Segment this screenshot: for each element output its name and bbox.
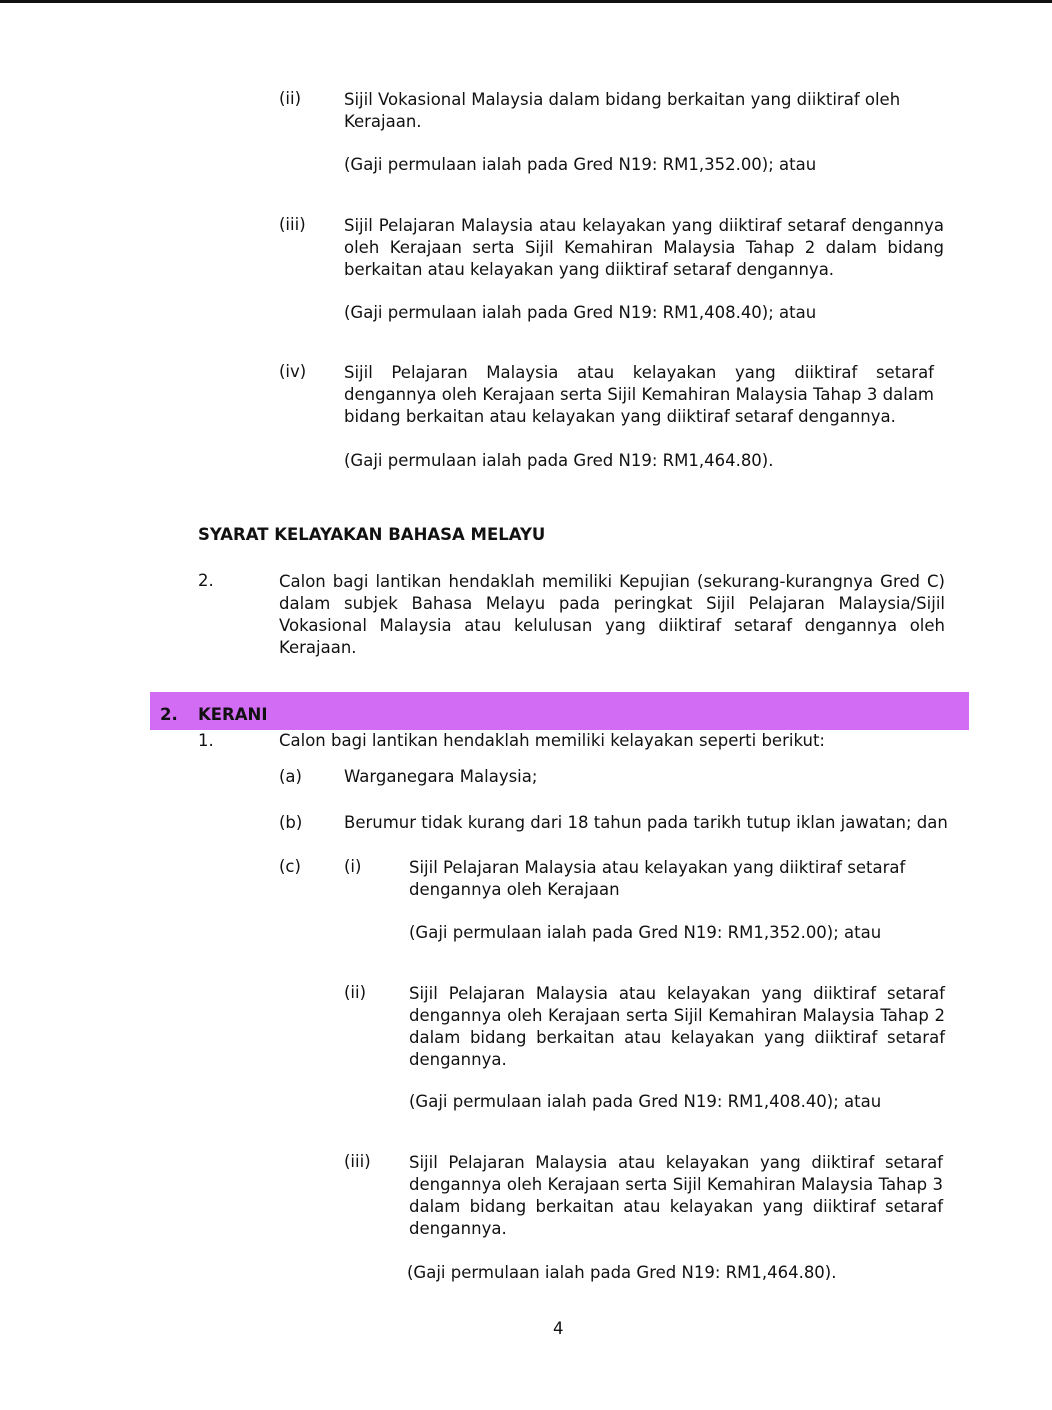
item-letter: (a)	[279, 767, 302, 786]
item-text: Sijil Pelajaran Malaysia atau kelayakan yang diiktiraf setaraf dengannya oleh Kerajaan serta Sijil Kemahiran Malaysia Tahap 2 dalam bidang berkaitan atau kelayakan yang diiktiraf setaraf dengannya.	[344, 216, 944, 279]
page-number: 4	[553, 1319, 564, 1338]
salary-note: (Gaji permulaan ialah pada Gred N19: RM1,352.00); atau	[409, 923, 882, 942]
section-heading: SYARAT KELAYAKAN BAHASA MELAYU	[198, 525, 546, 544]
salary-note: (Gaji permulaan ialah pada Gred N19: RM1,352.00); atau	[344, 155, 817, 174]
subitem-text: Sijil Pelajaran Malaysia atau kelayakan yang diiktiraf setaraf dengannya oleh Kerajaan serta Sijil Kemahiran Malaysia Tahap 3 dalam bidang berkaitan atau kelayakan yang diiktiraf setaraf dengannya.	[409, 1153, 943, 1238]
subitem-number: (i)	[344, 857, 362, 876]
subitem-text: Sijil Pelajaran Malaysia atau kelayakan yang diiktiraf setaraf dengannya oleh Kerajaan serta Sijil Kemahiran Malaysia Tahap 2 dalam bidang berkaitan atau kelayakan yang diiktiraf setaraf dengannya.	[409, 984, 945, 1069]
salary-note: (Gaji permulaan ialah pada Gred N19: RM1,408.40); atau	[344, 303, 817, 322]
item-number: (iii)	[279, 215, 306, 234]
band-title: KERANI	[198, 705, 268, 724]
salary-note: (Gaji permulaan ialah pada Gred N19: RM1,408.40); atau	[409, 1092, 882, 1111]
salary-note: (Gaji permulaan ialah pada Gred N19: RM1,464.80).	[344, 451, 774, 470]
item-text: Warganegara Malaysia;	[344, 767, 538, 786]
item-number: (iv)	[279, 362, 307, 381]
item-letter: (c)	[279, 857, 301, 876]
item-text: Sijil Vokasional Malaysia dalam bidang berkaitan yang diiktiraf oleh Kerajaan.	[344, 90, 901, 131]
subitem-text: Sijil Pelajaran Malaysia atau kelayakan yang diiktiraf setaraf dengannya oleh Kerajaan	[409, 858, 906, 899]
subitem-number: (iii)	[344, 1152, 371, 1171]
paragraph-number: 2.	[198, 571, 214, 590]
item-text: Berumur tidak kurang dari 18 tahun pada tarikh tutup iklan jawatan; dan	[344, 813, 948, 832]
item-text: Sijil Pelajaran Malaysia atau kelayakan yang diiktiraf setaraf dengannya oleh Kerajaan serta Sijil Kemahiran Malaysia Tahap 3 dalam bidang berkaitan atau kelayakan yang diiktiraf setaraf dengannya.	[344, 363, 934, 426]
item-letter: (b)	[279, 813, 303, 832]
page-top-border	[0, 0, 1052, 3]
band-number: 2.	[160, 705, 178, 724]
paragraph-number: 1.	[198, 731, 214, 750]
salary-note: (Gaji permulaan ialah pada Gred N19: RM1,464.80).	[407, 1263, 837, 1282]
intro-text: Calon bagi lantikan hendaklah memiliki kelayakan seperti berikut:	[279, 731, 825, 750]
subitem-number: (ii)	[344, 983, 367, 1002]
paragraph-text: Calon bagi lantikan hendaklah memiliki Kepujian (sekurang-kurangnya Gred C) dalam subjek Bahasa Melayu pada peringkat Sijil Pelajaran Malaysia/Sijil Vokasional Malaysia atau kelulusan yang diiktiraf setaraf dengannya oleh Kerajaan.	[279, 572, 945, 657]
section-band-kerani	[150, 692, 969, 730]
item-number: (ii)	[279, 89, 302, 108]
